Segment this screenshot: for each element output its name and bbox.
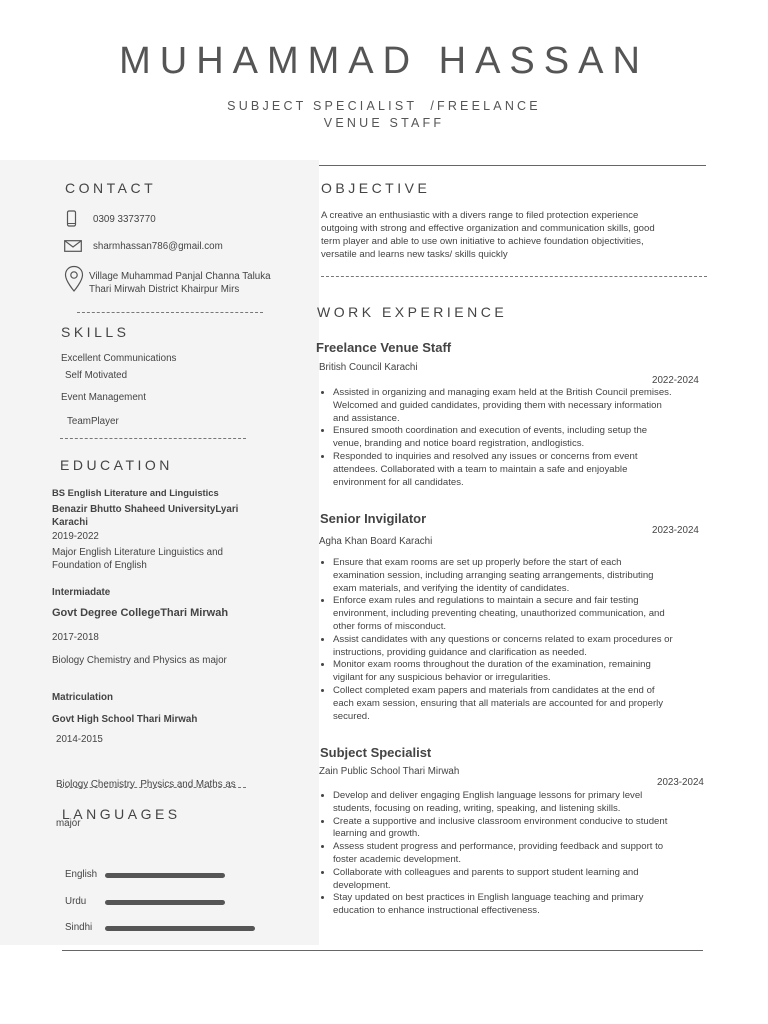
job-bullet-line: secured. xyxy=(333,710,370,722)
objective-line: versatile and learns new tasks/ skills quickly xyxy=(321,249,508,260)
edu-matric-degree: Matriculation xyxy=(52,692,113,703)
job-bullet-line: vigilant for any suspicious behavior or irregularities. xyxy=(333,672,551,684)
subtitle-line-2: VENUE STAFF xyxy=(323,116,445,130)
contact-address xyxy=(89,270,271,296)
language-level-bar xyxy=(105,873,225,878)
resume-name: MUHAMMAD HASSAN xyxy=(119,40,649,82)
divider xyxy=(321,276,707,277)
job-bullets xyxy=(316,387,708,489)
phone-icon xyxy=(66,210,78,227)
job-title: Senior Invigilator xyxy=(320,511,427,526)
job-bullet-line: foster academic development. xyxy=(333,853,461,865)
job-bullet-line: Create a supportive and inclusive classroom environment conducive to student xyxy=(333,815,668,827)
job-bullet-line: instructions, providing guidance and clarification as needed. xyxy=(333,646,587,658)
job-bullet xyxy=(333,816,708,842)
edu-bs-detail xyxy=(52,546,223,572)
job-bullet-line: Develop and deliver engaging English language lessons for primary level xyxy=(333,790,643,801)
language-label: English xyxy=(65,869,98,880)
job-org: British Council Karachi xyxy=(319,362,418,373)
job-bullet xyxy=(333,634,708,660)
job-bullet-line: and assistance. xyxy=(333,412,400,424)
mail-icon xyxy=(64,240,82,252)
languages-heading: LANGUAGES xyxy=(62,806,181,822)
job-bullet xyxy=(333,557,708,595)
skill-item: Self Motivated xyxy=(65,370,128,381)
address-line-2: Thari Mirwah District Khairpur Mirs xyxy=(89,284,240,295)
edu-bs-degree: BS English Literature and Linguistics xyxy=(52,487,219,498)
job-bullet-line: attendees. Collaborated with a team to maintain a safe and enjoyable xyxy=(333,463,628,475)
edu-bs-detail-line-1: Major English Literature Linguistics and xyxy=(52,547,223,558)
job-bullet-line: Stay updated on best practices in English language teaching and primary xyxy=(333,892,644,904)
objective-line: term player and able to use own initiative to achieve foundation objectivities, xyxy=(321,236,644,247)
resume-subtitle xyxy=(0,98,768,132)
edu-bs-institution xyxy=(52,503,238,529)
job-bullet-line: Monitor exam rooms throughout the duration of the examination, remaining xyxy=(333,659,651,671)
job-bullet-line: Assist candidates with any questions or concerns related to exam procedures or xyxy=(333,633,673,645)
education-heading: EDUCATION xyxy=(60,457,173,473)
edu-inter-institution: Govt Degree CollegeThari Mirwah xyxy=(52,607,229,619)
objective-line: outgoing with strong and effective organization and communication skills, good xyxy=(321,223,655,234)
job-years: 2022-2024 xyxy=(652,375,699,386)
job-bullet xyxy=(333,867,708,893)
job-bullet xyxy=(333,425,708,451)
job-org: Zain Public School Thari Mirwah xyxy=(319,766,460,777)
objective-line: A creative an enthusiastic with a divers range to filed protection experience xyxy=(321,210,639,221)
edu-bs-detail-line-2: Foundation of English xyxy=(52,560,147,571)
job-bullet-line: other forms of misconduct. xyxy=(333,620,447,632)
language-label: Sindhi xyxy=(65,922,93,933)
job-bullet-line: Welcomed and guided candidates, providing them with necessary information xyxy=(333,399,662,411)
edu-matric-institution: Govt High School Thari Mirwah xyxy=(52,714,198,725)
divider xyxy=(77,312,263,313)
job-bullets xyxy=(316,790,708,918)
objective-text xyxy=(321,209,655,261)
job-org: Agha Khan Board Karachi xyxy=(319,536,433,547)
edu-matric-detail-line-2: major xyxy=(56,818,81,829)
job-bullets xyxy=(316,557,708,723)
edu-matric-detail-line-1: Biology Chemistry Physics and Maths as xyxy=(56,779,236,790)
edu-bs-institution-line-2: Karachi xyxy=(52,517,88,528)
job-bullet-line: environment, including preventing cheating, unauthorized communication, and xyxy=(333,608,665,620)
language-level-bar xyxy=(105,926,255,931)
top-rule xyxy=(319,165,706,166)
edu-inter-years: 2017-2018 xyxy=(52,632,99,643)
job-bullet xyxy=(333,387,708,425)
job-bullet-line: examination session, including arranging seating arrangements, distributing xyxy=(333,569,654,581)
job-bullet-line: Ensure that exam rooms are set up properly before the start of each xyxy=(333,557,622,568)
job-bullet xyxy=(333,685,708,723)
objective-heading: OBJECTIVE xyxy=(321,180,431,196)
edu-matric-years: 2014-2015 xyxy=(56,734,103,745)
job-bullet-line: education to enhance instructional effectiveness. xyxy=(333,905,540,917)
contact-phone: 0309 3373770 xyxy=(93,214,156,225)
job-bullet-line: Enforce exam rules and regulations to maintain a secure and fair testing xyxy=(333,595,639,607)
edu-inter-degree: Intermiadate xyxy=(52,587,111,598)
job-bullet-line: each exam session, ensuring that all materials are accounted for and properly xyxy=(333,697,664,709)
job-title: Subject Specialist xyxy=(320,745,432,760)
job-bullet xyxy=(333,892,708,918)
location-pin-icon xyxy=(64,265,84,293)
edu-inter-detail: Biology Chemistry and Physics as major xyxy=(52,655,227,666)
job-bullet-line: Responded to inquiries and resolved any issues or concerns from event xyxy=(333,450,638,462)
job-bullet-line: students, focusing on reading, writing, speaking, and listening skills. xyxy=(333,802,621,814)
job-bullet-line: development. xyxy=(333,879,391,891)
job-bullet xyxy=(333,595,708,633)
job-bullet-line: learning and growth. xyxy=(333,828,420,840)
job-bullet-line: Assess student progress and performance, providing feedback and support to xyxy=(333,841,664,853)
work-heading: WORK EXPERIENCE xyxy=(317,304,508,320)
job-bullet-line: environment for all candidates. xyxy=(333,476,464,488)
language-level-bar xyxy=(105,900,225,905)
job-bullet-line: exam materials, and verifying the identity of candidates. xyxy=(333,582,570,594)
skill-item: TeamPlayer xyxy=(67,416,119,427)
job-bullet xyxy=(333,790,708,816)
job-bullet-line: Collect completed exam papers and materials from candidates at the end of xyxy=(333,684,655,696)
edu-bs-institution-line-1: Benazir Bhutto Shaheed UniversityLyari xyxy=(52,504,239,515)
language-label: Urdu xyxy=(65,896,87,907)
bottom-rule xyxy=(62,950,703,951)
job-years: 2023-2024 xyxy=(657,777,704,788)
subtitle-line-1: SUBJECT SPECIALIST /FREELANCE xyxy=(227,99,541,113)
skills-heading: SKILLS xyxy=(61,324,130,340)
skill-item: Excellent Communications xyxy=(61,353,177,364)
job-bullet-line: Ensured smooth coordination and execution of events, including setup the xyxy=(333,425,648,437)
address-line-1: Village Muhammad Panjal Channa Taluka xyxy=(89,271,271,282)
job-bullet-line: Collaborate with colleagues and parents to support student learning and xyxy=(333,866,639,878)
job-bullet xyxy=(333,841,708,867)
skill-item: Event Management xyxy=(61,392,146,403)
job-bullet-line: venue, branding and notice board registration, andlogistics. xyxy=(333,438,585,450)
job-bullet xyxy=(333,659,708,685)
job-bullet-line: Assisted in organizing and managing exam held at the British Council premises. xyxy=(333,387,672,398)
divider xyxy=(60,438,246,439)
job-bullet xyxy=(333,451,708,489)
job-years: 2023-2024 xyxy=(652,525,699,536)
contact-heading: CONTACT xyxy=(65,180,157,196)
job-title: Freelance Venue Staff xyxy=(316,340,452,355)
contact-email: sharmhassan786@gmail.com xyxy=(93,241,223,252)
edu-bs-years: 2019-2022 xyxy=(52,531,99,542)
divider xyxy=(60,787,246,788)
edu-matric-detail xyxy=(56,752,236,843)
